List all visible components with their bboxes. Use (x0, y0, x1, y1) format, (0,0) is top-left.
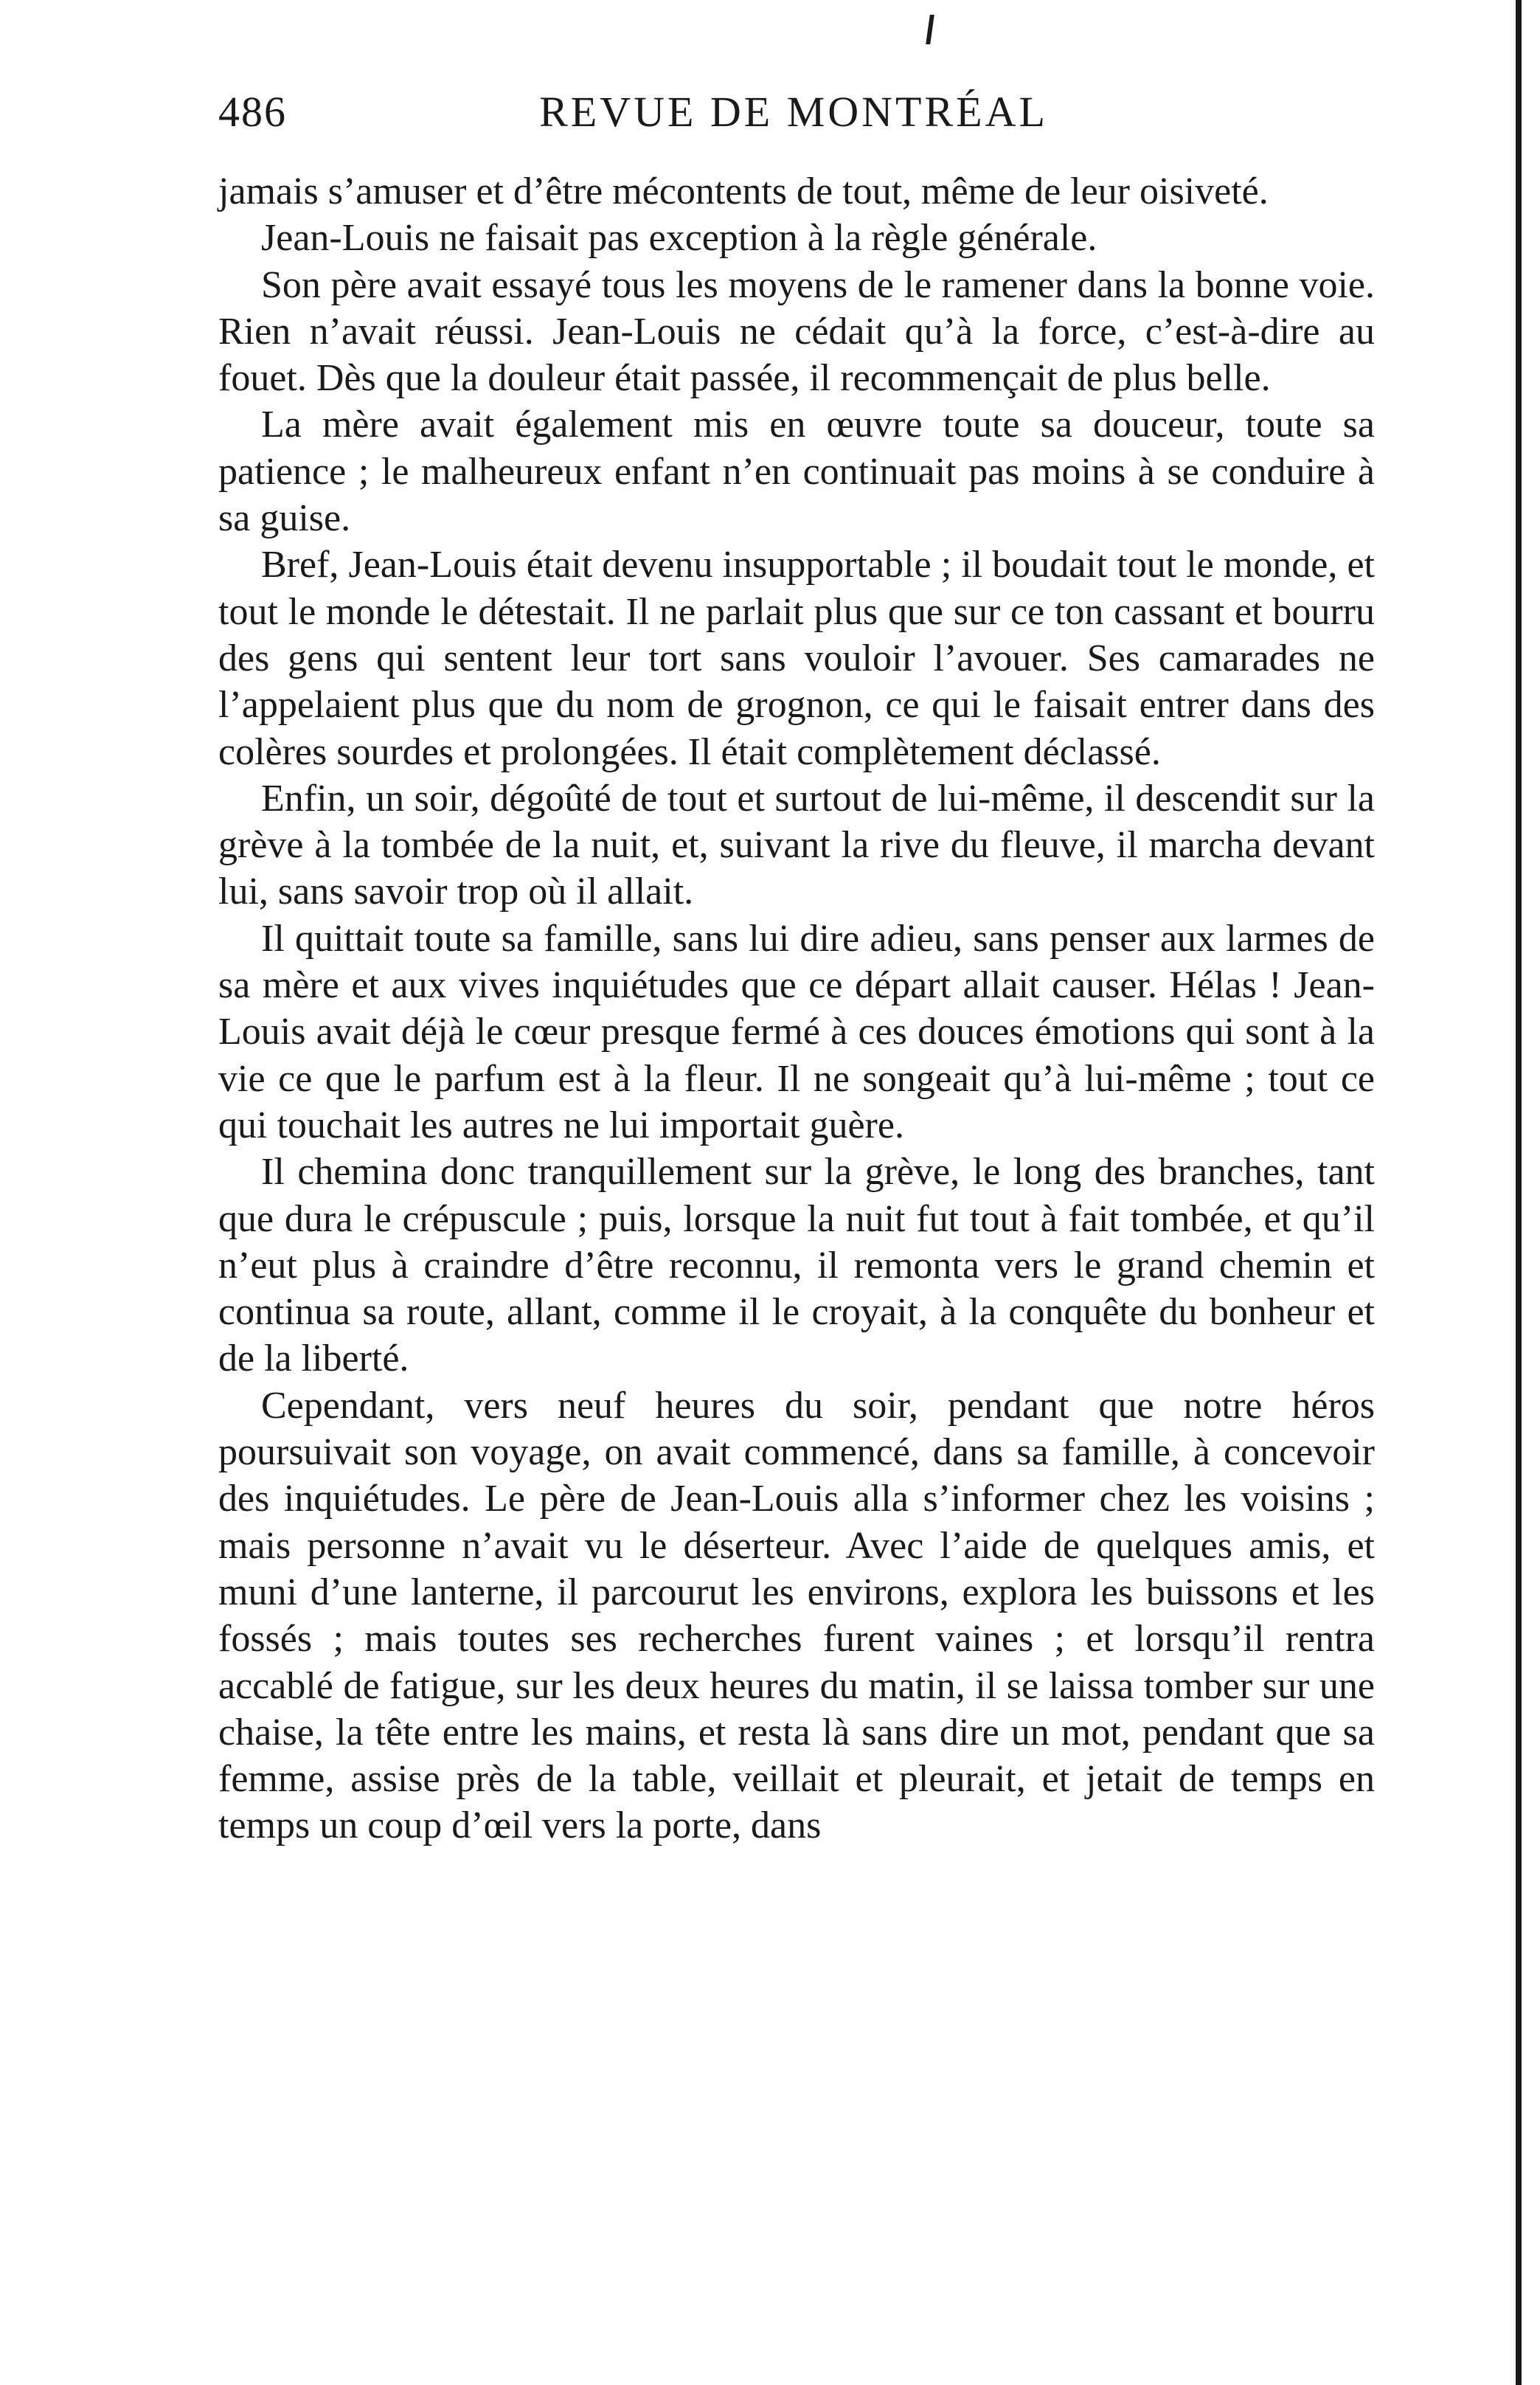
page-header (218, 87, 1369, 153)
paragraph-4: La mère avait également mis en œuvre toute sa douceur, toute sa patience ; le malheureux enfant n’en continuait pas moins à se conduire à sa guise. (218, 404, 1375, 540)
paragraph-3: Son père avait essayé tous les moyens de le ramener dans la bonne voie. Rien n’avait réussi. Jean-Louis ne cédait qu’à la force, c’est-à-dire au fouet. Dès que la douleur était passée, il recommençait de plus belle. (218, 263, 1375, 400)
paragraph-2: Jean-Louis ne faisait pas exception à la règle générale. (261, 217, 1097, 260)
paragraph-5: Bref, Jean-Louis était devenu insupportable ; il boudait tout le monde, et tout le monde le détestait. Il ne parlait plus que sur ce ton cassant et bourru des gens qui sentent leur tort sans vouloir l’avouer. Ses camarades ne l’appelaient plus que du nom de grognon, ce qui le faisait entrer dans des colères sourdes et prolongées. Il était complètement déclassé. (218, 544, 1375, 773)
paragraph-9: Cependant, vers neuf heures du soir, pendant que notre héros poursuivait son voyage, on avait commencé, dans sa famille, à concevoir des inquiétudes. Le père de Jean-Louis alla s’informer chez les voisins ; mais personne n’avait vu le déserteur. Avec l’aide de quelques amis, et muni d’une lanterne, il parcourut les environs, explora les buissons et les fossés ; mais toutes ses recherches furent vaines ; et lorsqu’il rentra accablé de fatigue, sur les deux heures du matin, il se laissa tomber sur une chaise, la tête entre les mains, et resta là sans dire un mot, pendant que sa femme, assise près de la table, veillait et pleurait, et jetait de temps en temps un coup d’œil vers la porte, dans (218, 1384, 1375, 1847)
running-title: REVUE DE MONTRÉAL (539, 88, 1048, 136)
paragraph-8: Il chemina donc tranquillement sur la grève, le long des branches, tant que dura le crépuscule ; puis, lorsque la nuit fut tout à fait tombée, et qu’il n’eut plus à craindre d’être reconnu, il remonta vers le grand chemin et continua sa route, allant, comme il le croyait, à la conquête du bonheur et de la liberté. (218, 1151, 1375, 1380)
paragraph-7: Il quittait toute sa famille, sans lui dire adieu, sans penser aux larmes de sa mère et aux vives inquiétudes que ce départ allait causer. Hélas ! Jean-Louis avait déjà le cœur presque fermé à ces douces émotions qui sont à la vie ce que le parfum est à la fleur. Il ne songeait qu’à lui-même ; tout ce qui touchait les autres ne lui importait guère. (218, 917, 1375, 1146)
ink-mark (926, 15, 934, 44)
paragraph-1: jamais s’amuser et d’être mécontents de tout, même de leur oisiveté. (218, 170, 1269, 212)
body-text (218, 168, 1375, 1849)
paragraph-6: Enfin, un soir, dégoûté de tout et surtout de lui-même, il descendit sur la grève à la tombée de la nuit, et, suivant la rive du fleuve, il marcha devant lui, sans savoir trop où il allait. (218, 777, 1375, 913)
page-number: 486 (218, 88, 287, 136)
page-edge (1516, 0, 1522, 2385)
